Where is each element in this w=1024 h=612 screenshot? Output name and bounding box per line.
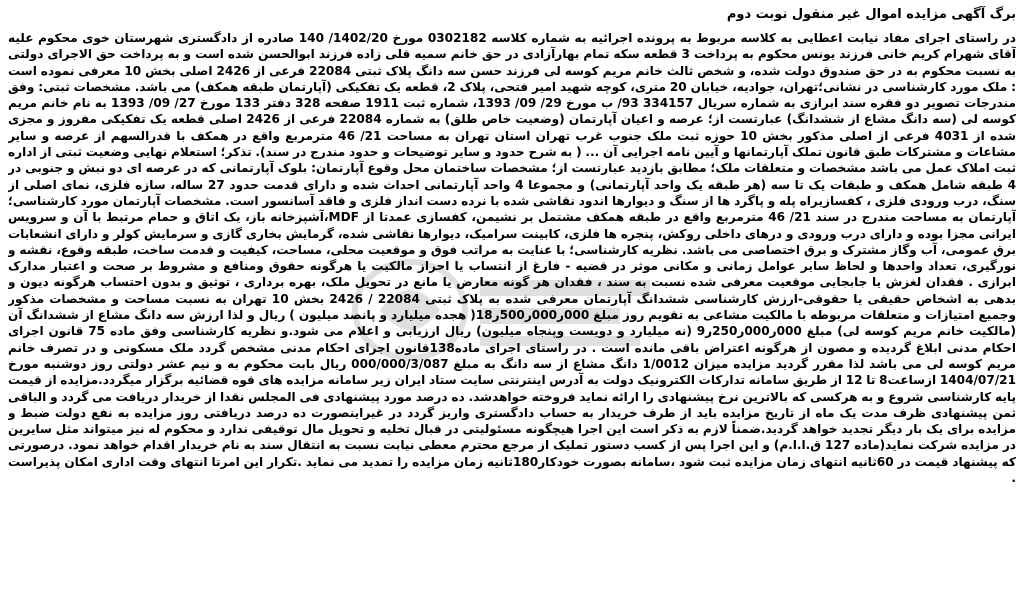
notice-title: برگ آگهی مزایده اموال غیر منقول نوبت دوم <box>726 7 1016 22</box>
notice-body: در راستای اجرای مفاد نیابت اعطایی به کلاسه مربوط به پرونده اجرائیه به شماره کلاسه 0302182 مورخ 1402/20/ 140 صادره از دادگستری شهرستان خوی محکوم علیه آقای شهرام کریم خانی فرزند یونس محکوم به پرداخت 3 قطعه سکه تمام بهارآزادی در حق خانم سمیه قلی زاده فرزند ابوالحسن شده است و به پرداخت حق الاجرای دولتی به نسبت محکوم به در حق صندوق دولت شده، و شخص ثالث خانم مریم کوسه لی فرزند حسن سه دانگ پلاک ثبتی 22084 فرعی از 2426 اصلی بخش 10 معرفی نموده است : ملک مورد کارشناسی در نشانی؛تهران، جوادیه، خیابان 20 متری، کوچه شهید امیر فتحی، پلاک 2، قطعه یک تفکیکی (آپارتمان طبقه همکف) می باشد. مشخصات ثبتی: وفق مندرجات تصویر دو فقره سند ابرازی به شماره سریال 334157 93/ ب مورخ 29/ 09/ 1393، شماره ثبت 1911 صفحه 328 دفتر 133 مورخ 27/ 09/ 1393 به نام خانم مریم کوسه لی (سه دانگ مشاع از ششدانگ) عبارتست از؛ عرصه و اعیان آپارتمان (وضعیت خاص طلق) به شماره 22084 فرعی از 2426 اصلی قطعه یک تفکیکی مفروز و مجزی شده از 4031 فرعی از اصلی مذکور بخش 10 حوزه ثبت ملک جنوب غرب تهران استان تهران به مساحت 21/ 46 مترمربع واقع در همکف با قدرالسهم از عرصه و سایر مشاعات و مشترکات طبق قانون تملک آپارتمانها و آیین نامه اجرایی آن ... ( به شرح حدود و سایر توضیحات و حدود مندرج در سند). تذکر؛ استعلام نهایی وضعیت ثبتی از اداره ثبت املاک عمل می باشد مشخصات و متعلقات ملک؛ مطابق بازدید عبارتست از؛ مشخصات ساختمان محل وقوع آپارتمان: بلوک آپارتمانی که در عرصه ای دو نبش و جنوبی در 4 طبقه شامل همکف و طبقات یک تا سه (هر طبقه یک واحد آپارتمانی) و مجموعا 4 واحد آپارتمانی احداث شده و دارای قدمت حدود 27 ساله، سازه فلزی، نمای اصلی از سنگ، درب ورودی فلزی ، کفسازیراه پله و پاگرد ها از سنگ و دیوارها اندود نقاشی شده با نرده دست انداز فلزی و فاقد آسانسور است. مشخصات آپارتمان مورد کارشناسی؛ آپارتمان به مساحت مندرج در سند 21/ 46 مترمربع واقع در طبقه همکف مشتمل بر نشیمن، کفسازی عمدتا از MDF،آشپزخانه باز، یک اتاق و حمام مرتبط با آن و سرویس ایرانی مجزا بوده و دارای درب ورودی و درهای داخلی روکش، پنجره ها فلزی، کابینت سرامیک، دیوارها نقاشی شده، گرمایش بخاری گازی و سرمایش کولر و دارای انشعابات برق عمومی، آب وگاز مشترک و برق اختصاصی می باشد. نظریه کارشناسی؛ با عنایت به مراتب فوق و موقعیت محلی، مساحت، کیفیت و قدمت ساخت، طبقه وقوع، نقشه و نورگیری، تعداد واحدها و لحاظ سایر عوامل زمانی و مکانی موثر در قضیه - فارغ از انتساب یا احراز مالکیت یا هرگونه حقوق ومنافع و مشروط بر صحت و اعتبار مدارک ابرازی . فقدان لغزش یا جابجایی موقعیت معرفی شده نسبت به سند ، فقدان هر گونه معارض یا مانع در تحویل ملک، بهره برداری ، توثیق و بدون احتساب هرگونه دیون و بدهی به اشخاص حقیقی یا حقوقی-ارزش کارشناسی ششدانگ آپارتمان معرفی شده به پلاک ثبتی 22084 / 2426 بخش 10 تهران به نسبت مساحت و مشخصات مذکور وجمیع امتیازات و متعلقات مربوطه با مالکیت مشاعی به تقویم روز مبلغ 000ر000ر500ر18( هجده میلیارد و پانصد میلیون ) ریال و لذا ارزش سه دانگ مشاع از ششدانگ آن (مالکیت خانم مریم کوسه لی) مبلغ 000ر000ر250ر9 (نه میلیارد و دویست وپنجاه میلیون) ریال ارزیابی و اعلام می شود.و نظریه کارشناسی وفق ماده 75 قانون اجرای احکام مدنی ابلاغ گردیده و مصون از هرگونه اعتراض باقی مانده است . در راستای اجرای ماده138قانون اجرای احکام مدنی مشخص گردد ملک مسکونی و در تصرف خانم مریم کوسه لی می باشد لذا مقرر گردید مزایده میزان 1/0012 دانگ مشاع از سه دانگ به مبلغ 000/000/3/087 ریال بابت محکوم به و نیم عشر دولتی روز دوشنبه مورخ 1404/07/21 ازساعت8 تا 12 از طریق سامانه تدارکات الکترونیک دولت به آدرس اینترنتی سایت ستاد ایران زیر سامانه مزایده های قوه قضائیه برگزار میگردد.مزایده از قیمت پایه کارشناسی شروع و به هرکسی که بالاترین نرخ پیشنهادی را ارائه نماید فروخته خواهدشد. ده درصد مورد پیشنهادی فی المجلس نقدا از خریدار دریافت می گردد و الباقی ثمن پیشنهادی ظرف مدت یک ماه از تاریخ مزایده باید از طرف خریدار به حساب دادگستری واریز گردد در غیراینصورت ده درصد دریافتی روز مزایده به نفع دولت ضبط و مزایده برای یک بار دیگر تجدید خواهد گردید.ضمناً لازم به ذکر است این اجرا هیچگونه مسئولیتی در قبال تخلیه و تحویل مال توقیفی ندارد و محکوم له نیز میتواند مثل سایرین در مزایده شرکت نماید(ماده 127 ق.ا.ا.م) و این اجرا پس از کسب دستور تملیک از مرجع محترم معطی نیابت نسبت به انتقال سند به نام خریدار اقدام خواهد نمود. درصورتی که پیشنهاد قیمت در 60ثانیه انتهای زمان مزایده ثبت شود ،سامانه بصورت خودکار180ثانیه زمان مزایده را تمدید می نماید .تکرار این امرتا انتهای وقت اداری امکان پذیراست . <box>8 31 1016 486</box>
auction-notice <box>8 6 1016 608</box>
